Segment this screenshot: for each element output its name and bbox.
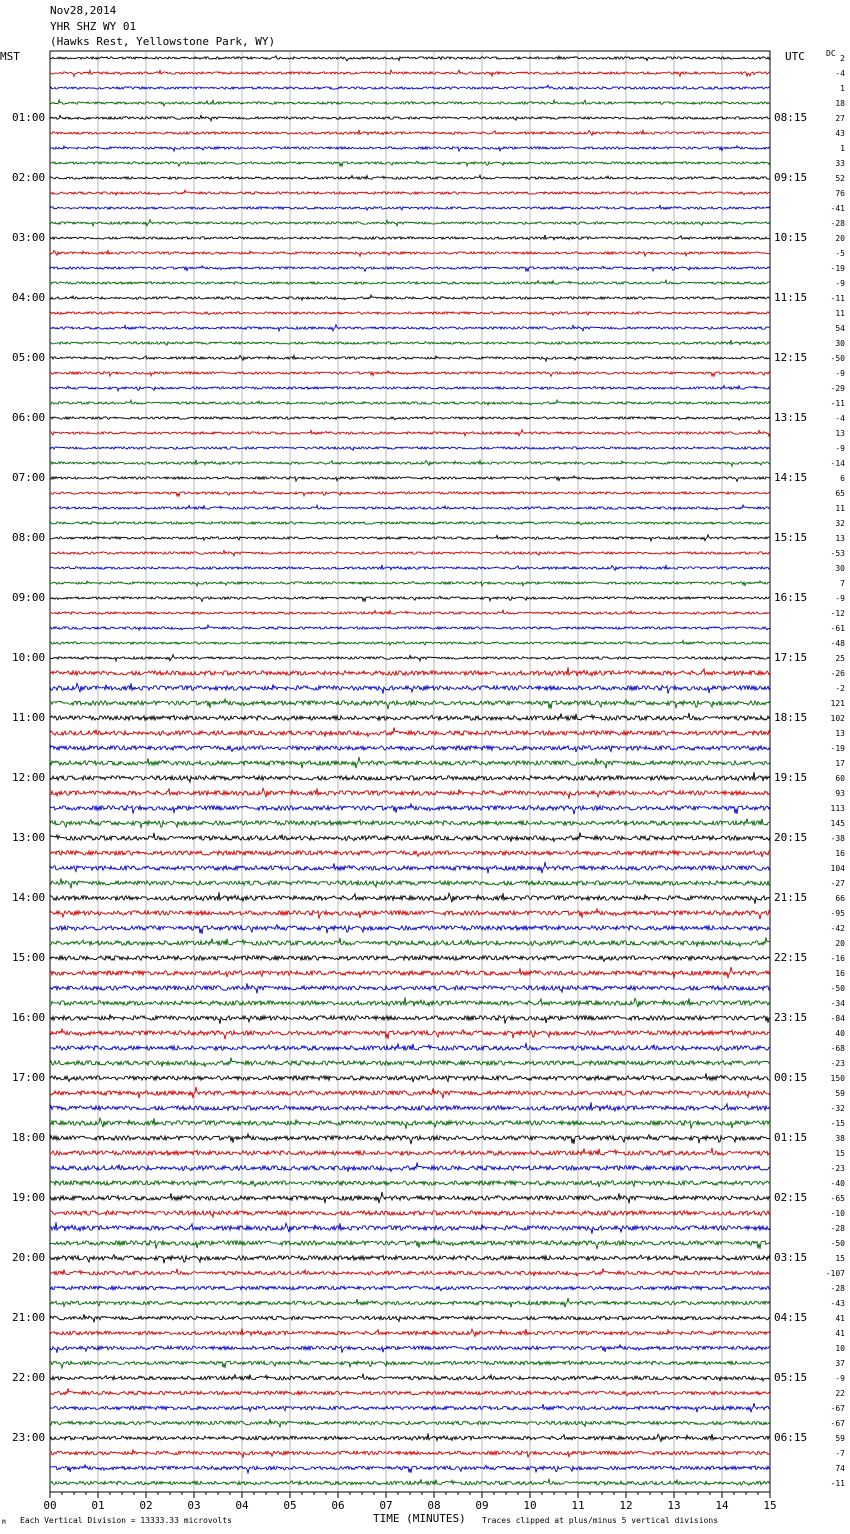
trace-row-54 bbox=[50, 851, 770, 857]
trace-row-82 bbox=[50, 1269, 770, 1277]
corner-mark: M bbox=[2, 1519, 6, 1526]
dc-offset-value: 113 bbox=[830, 804, 845, 813]
utc-hour-label: 20:15 bbox=[774, 831, 808, 844]
dc-offset-value: 22 bbox=[835, 1389, 845, 1398]
trace-row-49 bbox=[50, 772, 770, 782]
trace-row-6 bbox=[50, 130, 770, 136]
plot-date: Nov28,2014 bbox=[50, 4, 117, 17]
utc-hour-label: 13:15 bbox=[774, 411, 808, 424]
dc-offset-value: 16 bbox=[835, 969, 845, 978]
dc-offset-value: -4 bbox=[835, 414, 845, 423]
utc-hour-label: 01:15 bbox=[774, 1131, 808, 1144]
dc-offset-value: -41 bbox=[830, 204, 845, 213]
trace-row-17 bbox=[50, 295, 770, 300]
utc-hour-label: 10:15 bbox=[774, 231, 808, 244]
mst-hour-label: 09:00 bbox=[12, 591, 46, 604]
trace-row-77 bbox=[50, 1192, 770, 1203]
trace-row-12 bbox=[50, 220, 770, 226]
mst-hour-label: 08:00 bbox=[12, 531, 46, 544]
dc-offset-value: 18 bbox=[835, 99, 845, 108]
dc-offset-value: 52 bbox=[835, 174, 845, 183]
dc-offset-value: 59 bbox=[835, 1434, 845, 1443]
trace-row-48 bbox=[50, 757, 770, 768]
station-location: (Hawks Rest, Yellowstone Park, WY) bbox=[50, 35, 276, 48]
trace-row-2 bbox=[50, 70, 770, 76]
dc-offset-value: 1 bbox=[840, 144, 845, 153]
trace-row-4 bbox=[50, 100, 770, 106]
utc-hour-label: 15:15 bbox=[774, 531, 808, 544]
utc-hour-label: 23:15 bbox=[774, 1011, 808, 1024]
dc-offset-value: 74 bbox=[835, 1464, 845, 1473]
trace-row-74 bbox=[50, 1148, 770, 1155]
trace-row-38 bbox=[50, 610, 770, 614]
scale-note: Each Vertical Division = 13333.33 microvolts bbox=[20, 1516, 232, 1525]
trace-row-20 bbox=[50, 340, 770, 345]
trace-row-23 bbox=[50, 386, 770, 391]
dc-offset-value: 16 bbox=[835, 849, 845, 858]
dc-offset-value: -32 bbox=[830, 1104, 845, 1113]
x-tick-label: 00 bbox=[43, 1499, 57, 1512]
utc-hour-label: 14:15 bbox=[774, 471, 808, 484]
dc-offset-value: 25 bbox=[835, 654, 845, 663]
trace-row-10 bbox=[50, 190, 770, 195]
trace-row-14 bbox=[50, 250, 770, 256]
trace-row-64 bbox=[50, 997, 770, 1007]
trace-row-15 bbox=[50, 266, 770, 271]
trace-row-90 bbox=[50, 1389, 770, 1396]
x-tick-label: 08 bbox=[427, 1499, 441, 1512]
dc-offset-value: 59 bbox=[835, 1089, 845, 1098]
trace-row-63 bbox=[50, 983, 770, 993]
left-timezone-label: MST bbox=[0, 50, 20, 63]
dc-offset-value: 2 bbox=[840, 54, 845, 63]
dc-offset-value: -19 bbox=[830, 264, 845, 273]
dc-offset-value: 41 bbox=[835, 1329, 845, 1338]
dc-offset-value: -65 bbox=[830, 1194, 845, 1203]
dc-offset-value: 20 bbox=[835, 939, 845, 948]
trace-row-42 bbox=[50, 667, 770, 676]
dc-offset-value: -67 bbox=[830, 1404, 845, 1413]
clip-note: Traces clipped at plus/minus 5 vertical divisions bbox=[482, 1516, 719, 1525]
trace-row-46 bbox=[50, 728, 770, 737]
dc-offset-value: 37 bbox=[835, 1359, 845, 1368]
x-tick-label: 13 bbox=[667, 1499, 681, 1512]
x-tick-label: 01 bbox=[91, 1499, 105, 1512]
dc-offset-value: 121 bbox=[830, 699, 845, 708]
dc-offset-value: -23 bbox=[830, 1059, 845, 1068]
mst-hour-label: 23:00 bbox=[12, 1431, 46, 1444]
dc-offset-value: 30 bbox=[835, 564, 845, 573]
utc-hour-label: 03:15 bbox=[774, 1251, 808, 1264]
trace-row-73 bbox=[50, 1134, 770, 1144]
trace-row-70 bbox=[50, 1087, 770, 1098]
x-tick-label: 15 bbox=[763, 1499, 777, 1512]
mst-hour-label: 04:00 bbox=[12, 291, 46, 304]
mst-hour-label: 22:00 bbox=[12, 1371, 46, 1384]
trace-row-93 bbox=[50, 1433, 770, 1441]
dc-offset-value: 15 bbox=[835, 1254, 845, 1263]
utc-hour-label: 02:15 bbox=[774, 1191, 808, 1204]
trace-row-28 bbox=[50, 460, 770, 466]
trace-row-95 bbox=[50, 1465, 770, 1473]
utc-hour-label: 09:15 bbox=[774, 171, 808, 184]
trace-row-50 bbox=[50, 788, 770, 799]
trace-row-83 bbox=[50, 1286, 770, 1291]
dc-offset-value: -48 bbox=[830, 639, 845, 648]
trace-row-26 bbox=[50, 430, 770, 436]
x-tick-label: 12 bbox=[619, 1499, 633, 1512]
mst-hour-label: 14:00 bbox=[12, 891, 46, 904]
trace-row-62 bbox=[50, 967, 770, 978]
dc-offset-value: 13 bbox=[835, 729, 845, 738]
dc-offset-value: 104 bbox=[830, 864, 845, 873]
dc-offset-value: 17 bbox=[835, 759, 845, 768]
mst-hour-label: 01:00 bbox=[12, 111, 46, 124]
trace-row-79 bbox=[50, 1222, 770, 1234]
trace-row-8 bbox=[50, 161, 770, 166]
trace-row-35 bbox=[50, 565, 770, 571]
trace-row-76 bbox=[50, 1181, 770, 1187]
trace-row-13 bbox=[50, 235, 770, 240]
mst-hour-label: 07:00 bbox=[12, 471, 46, 484]
trace-row-41 bbox=[50, 655, 770, 661]
x-tick-label: 03 bbox=[187, 1499, 201, 1512]
dc-offset-value: -68 bbox=[830, 1044, 845, 1053]
trace-row-52 bbox=[50, 819, 770, 829]
utc-hour-label: 06:15 bbox=[774, 1431, 808, 1444]
trace-row-21 bbox=[50, 355, 770, 361]
dc-offset-value: 13 bbox=[835, 429, 845, 438]
trace-row-9 bbox=[50, 175, 770, 179]
trace-row-94 bbox=[50, 1450, 770, 1458]
dc-offset-value: 32 bbox=[835, 519, 845, 528]
x-tick-label: 07 bbox=[379, 1499, 393, 1512]
mst-hour-label: 20:00 bbox=[12, 1251, 46, 1264]
trace-row-53 bbox=[50, 833, 770, 842]
dc-offset-value: 60 bbox=[835, 774, 845, 783]
utc-hour-label: 18:15 bbox=[774, 711, 808, 724]
dc-offset-value: -40 bbox=[830, 1179, 845, 1188]
trace-row-3 bbox=[50, 85, 770, 89]
trace-row-56 bbox=[50, 878, 770, 888]
x-tick-label: 04 bbox=[235, 1499, 249, 1512]
trace-row-7 bbox=[50, 146, 770, 151]
trace-row-39 bbox=[50, 625, 770, 630]
mst-hour-label: 12:00 bbox=[12, 771, 46, 784]
trace-row-89 bbox=[50, 1374, 770, 1381]
dc-offset-value: -14 bbox=[830, 459, 845, 468]
trace-row-45 bbox=[50, 713, 770, 720]
mst-hour-label: 21:00 bbox=[12, 1311, 46, 1324]
trace-row-44 bbox=[50, 699, 770, 709]
dc-offset-value: -26 bbox=[830, 669, 845, 678]
dc-offset-value: 66 bbox=[835, 894, 845, 903]
dc-offset-value: 150 bbox=[830, 1074, 845, 1083]
x-tick-label: 06 bbox=[331, 1499, 345, 1512]
dc-offset-value: 65 bbox=[835, 489, 845, 498]
mst-hour-label: 13:00 bbox=[12, 831, 46, 844]
mst-hour-label: 17:00 bbox=[12, 1071, 46, 1084]
trace-row-24 bbox=[50, 400, 770, 405]
dc-offset-value: -11 bbox=[830, 1479, 845, 1488]
dc-offset-value: -7 bbox=[835, 1449, 845, 1458]
dc-offset-value: 40 bbox=[835, 1029, 845, 1038]
trace-row-78 bbox=[50, 1211, 770, 1217]
trace-row-11 bbox=[50, 205, 770, 210]
dc-offset-value: -42 bbox=[830, 924, 845, 933]
dc-offset-value: -38 bbox=[830, 834, 845, 843]
dc-offset-value: -84 bbox=[830, 1014, 845, 1023]
dc-offset-value: 30 bbox=[835, 339, 845, 348]
trace-row-18 bbox=[50, 312, 770, 315]
mst-hour-label: 16:00 bbox=[12, 1011, 46, 1024]
dc-offset-value: 43 bbox=[835, 129, 845, 138]
dc-offset-value: -4 bbox=[835, 69, 845, 78]
utc-hour-label: 19:15 bbox=[774, 771, 808, 784]
dc-offset-value: -12 bbox=[830, 609, 845, 618]
dc-offset-value: -29 bbox=[830, 384, 845, 393]
trace-row-51 bbox=[50, 804, 770, 814]
dc-offset-value: -11 bbox=[830, 399, 845, 408]
dc-offset-value: -9 bbox=[835, 444, 845, 453]
dc-offset-value: -43 bbox=[830, 1299, 845, 1308]
dc-offset-value: -9 bbox=[835, 279, 845, 288]
x-tick-label: 10 bbox=[523, 1499, 537, 1512]
trace-row-71 bbox=[50, 1102, 770, 1111]
trace-row-60 bbox=[50, 938, 770, 947]
utc-hour-label: 00:15 bbox=[774, 1071, 808, 1084]
trace-row-29 bbox=[50, 476, 770, 481]
dc-offset-value: -95 bbox=[830, 909, 845, 918]
dc-offset-value: -28 bbox=[830, 1224, 845, 1233]
dc-offset-value: 10 bbox=[835, 1344, 845, 1353]
trace-row-34 bbox=[50, 550, 770, 556]
utc-hour-label: 21:15 bbox=[774, 891, 808, 904]
dc-offset-value: -2 bbox=[835, 684, 845, 693]
trace-row-85 bbox=[50, 1314, 770, 1322]
trace-row-22 bbox=[50, 371, 770, 376]
dc-offset-value: 11 bbox=[835, 309, 845, 318]
x-axis-title: TIME (MINUTES) bbox=[373, 1512, 466, 1525]
mst-hour-label: 02:00 bbox=[12, 171, 46, 184]
station-code: YHR SHZ WY 01 bbox=[50, 20, 137, 33]
trace-row-68 bbox=[50, 1058, 770, 1067]
dc-offset-value: 145 bbox=[830, 819, 845, 828]
trace-row-91 bbox=[50, 1403, 770, 1412]
trace-row-72 bbox=[50, 1118, 770, 1129]
utc-hour-label: 11:15 bbox=[774, 291, 808, 304]
trace-row-16 bbox=[50, 280, 770, 284]
trace-row-81 bbox=[50, 1254, 770, 1264]
mst-hour-label: 18:00 bbox=[12, 1131, 46, 1144]
dc-offset-value: -50 bbox=[830, 354, 845, 363]
dc-offset-value: 11 bbox=[835, 504, 845, 513]
dc-offset-value: 7 bbox=[840, 579, 845, 588]
dc-offset-value: -19 bbox=[830, 744, 845, 753]
dc-offset-value: -9 bbox=[835, 369, 845, 378]
dc-offset-value: -15 bbox=[830, 1119, 845, 1128]
trace-row-33 bbox=[50, 535, 770, 541]
dc-offset-value: 1 bbox=[840, 84, 845, 93]
trace-row-69 bbox=[50, 1073, 770, 1082]
trace-row-25 bbox=[50, 417, 770, 420]
trace-row-84 bbox=[50, 1298, 770, 1307]
dc-offset-value: 54 bbox=[835, 324, 845, 333]
trace-row-40 bbox=[50, 640, 770, 645]
dc-offset-value: -10 bbox=[830, 1209, 845, 1218]
trace-row-37 bbox=[50, 596, 770, 601]
trace-row-58 bbox=[50, 909, 770, 919]
mst-hour-label: 05:00 bbox=[12, 351, 46, 364]
mst-hour-label: 10:00 bbox=[12, 651, 46, 664]
trace-row-5 bbox=[50, 115, 770, 121]
trace-row-87 bbox=[50, 1345, 770, 1353]
mst-hour-label: 03:00 bbox=[12, 231, 46, 244]
dc-offset-value: 20 bbox=[835, 234, 845, 243]
trace-row-31 bbox=[50, 505, 770, 510]
dc-offset-value: 33 bbox=[835, 159, 845, 168]
utc-hour-label: 08:15 bbox=[774, 111, 808, 124]
trace-row-75 bbox=[50, 1163, 770, 1172]
dc-offset-value: -23 bbox=[830, 1164, 845, 1173]
dc-offset-value: 38 bbox=[835, 1134, 845, 1143]
trace-row-67 bbox=[50, 1043, 770, 1051]
utc-hour-label: 16:15 bbox=[774, 591, 808, 604]
dc-offset-value: 27 bbox=[835, 114, 845, 123]
dc-offset-value: 41 bbox=[835, 1314, 845, 1323]
dc-offset-value: -27 bbox=[830, 879, 845, 888]
dc-offset-value: -50 bbox=[830, 984, 845, 993]
trace-row-96 bbox=[50, 1479, 770, 1486]
trace-row-32 bbox=[50, 522, 770, 525]
dc-offset-header: DC bbox=[826, 49, 836, 58]
x-tick-label: 02 bbox=[139, 1499, 153, 1512]
dc-offset-value: 13 bbox=[835, 534, 845, 543]
dc-offset-value: -28 bbox=[830, 219, 845, 228]
trace-row-43 bbox=[50, 683, 770, 694]
dc-offset-value: -53 bbox=[830, 549, 845, 558]
dc-offset-value: 76 bbox=[835, 189, 845, 198]
trace-row-30 bbox=[50, 491, 770, 496]
dc-offset-value: 15 bbox=[835, 1149, 845, 1158]
mst-hour-label: 15:00 bbox=[12, 951, 46, 964]
utc-hour-label: 12:15 bbox=[774, 351, 808, 364]
trace-row-88 bbox=[50, 1360, 770, 1368]
trace-row-92 bbox=[50, 1419, 770, 1427]
mst-hour-label: 06:00 bbox=[12, 411, 46, 424]
trace-row-80 bbox=[50, 1239, 770, 1249]
dc-offset-value: -61 bbox=[830, 624, 845, 633]
trace-row-36 bbox=[50, 581, 770, 586]
trace-row-1 bbox=[50, 56, 770, 61]
dc-offset-value: -67 bbox=[830, 1419, 845, 1428]
dc-offset-value: -5 bbox=[835, 249, 845, 258]
trace-row-59 bbox=[50, 925, 770, 934]
trace-row-86 bbox=[50, 1328, 770, 1336]
right-timezone-label: UTC bbox=[785, 50, 805, 63]
dc-offset-value: 6 bbox=[840, 474, 845, 483]
trace-row-65 bbox=[50, 1014, 770, 1023]
dc-offset-value: 93 bbox=[835, 789, 845, 798]
x-tick-label: 11 bbox=[571, 1499, 585, 1512]
utc-hour-label: 05:15 bbox=[774, 1371, 808, 1384]
dc-offset-value: 102 bbox=[830, 714, 845, 723]
dc-offset-value: -11 bbox=[830, 294, 845, 303]
trace-row-55 bbox=[50, 862, 770, 873]
utc-hour-label: 04:15 bbox=[774, 1311, 808, 1324]
utc-hour-label: 17:15 bbox=[774, 651, 808, 664]
dc-offset-value: -16 bbox=[830, 954, 845, 963]
trace-row-61 bbox=[50, 956, 770, 962]
trace-row-19 bbox=[50, 325, 770, 331]
dc-offset-value: -107 bbox=[825, 1269, 845, 1278]
utc-hour-label: 22:15 bbox=[774, 951, 808, 964]
dc-offset-value: -9 bbox=[835, 1374, 845, 1383]
trace-row-66 bbox=[50, 1029, 770, 1039]
dc-offset-value: -50 bbox=[830, 1239, 845, 1248]
trace-row-27 bbox=[50, 447, 770, 450]
mst-hour-label: 19:00 bbox=[12, 1191, 46, 1204]
mst-hour-label: 11:00 bbox=[12, 711, 46, 724]
trace-row-47 bbox=[50, 746, 770, 752]
dc-offset-value: -34 bbox=[830, 999, 845, 1008]
dc-offset-value: -9 bbox=[835, 594, 845, 603]
x-tick-label: 05 bbox=[283, 1499, 297, 1512]
dc-offset-value: -28 bbox=[830, 1284, 845, 1293]
x-tick-label: 14 bbox=[715, 1499, 729, 1512]
trace-row-57 bbox=[50, 892, 770, 904]
x-tick-label: 09 bbox=[475, 1499, 489, 1512]
